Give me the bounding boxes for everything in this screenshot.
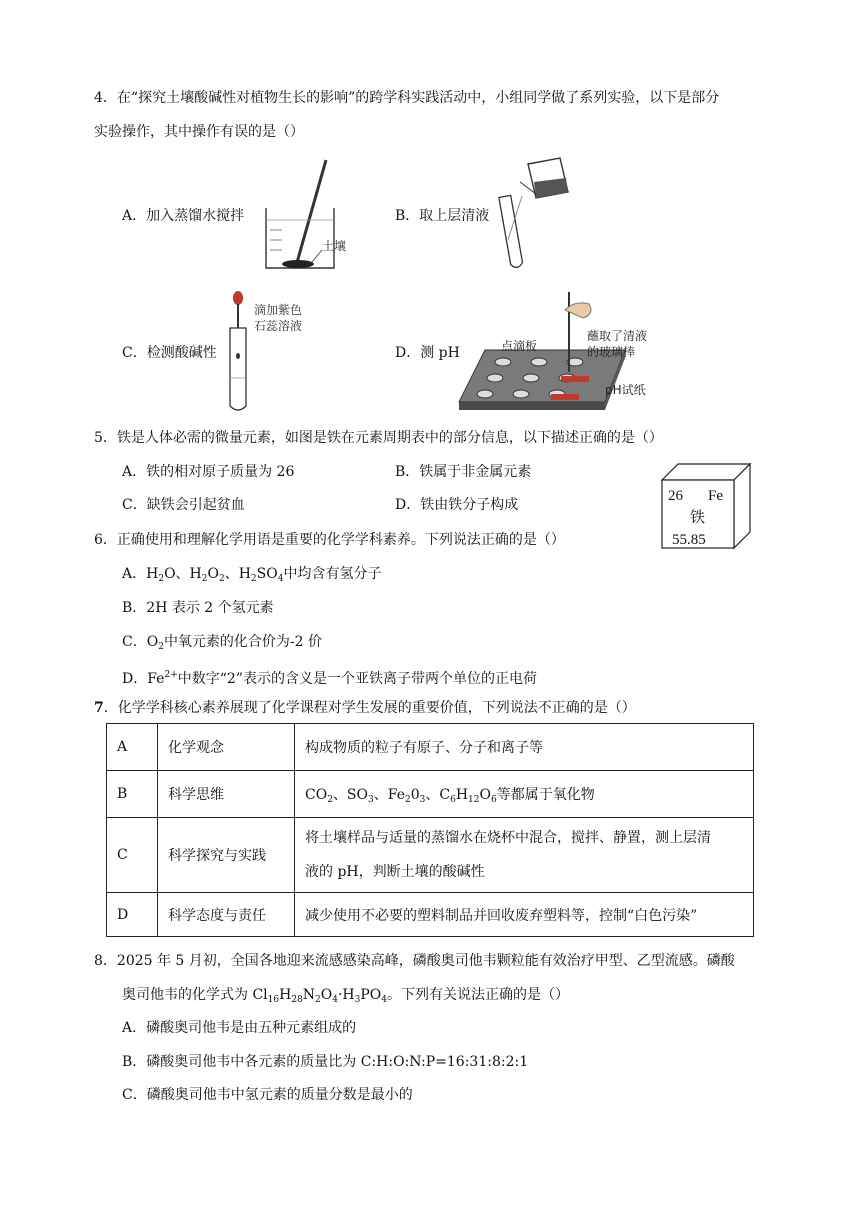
q7-table <box>106 723 754 937</box>
q5-option-c: C．缺铁会引起贫血 <box>122 497 245 513</box>
spot-plate-figure <box>455 290 665 418</box>
row-key: D <box>107 893 158 937</box>
row-key: B <box>107 771 158 818</box>
row-field: 科学态度与责任 <box>158 893 295 937</box>
row-content: $CO_2$、$SO_3$、$Fe_20_3$、$C_6H_{12}O_6$等都属于氧化物 <box>295 771 754 818</box>
q8-option-c: C．磷酸奥司他韦中氢元素的质量分数是最小的 <box>122 1087 413 1103</box>
row-content: 减少使用不必要的塑料制品并回收废弃塑料等，控制“白色污染” <box>295 893 754 937</box>
q6-text: 6．正确使用和理解化学用语是重要的化学学科素养。下列说法正确的是（） <box>94 532 565 548</box>
q7-text: 7．化学学科核心素养展现了化学课程对学生发展的重要价值，下列说法不正确的是（） <box>94 700 636 716</box>
q8-option-a: A．磷酸奥司他韦是由五种元素组成的 <box>122 1020 357 1036</box>
drop-label-line1: 滴加紫色 <box>254 303 303 317</box>
ph-paper-label: pH试纸 <box>605 383 646 397</box>
row-key: C <box>107 818 158 893</box>
element-number: 26 <box>668 488 683 504</box>
q6-option-b: B．2H 表示 2 个氢元素 <box>122 600 274 616</box>
q5-option-b: B．铁属于非金属元素 <box>395 464 532 480</box>
q5-option-a: A．铁的相对原子质量为 26 <box>122 464 295 480</box>
q6-option-c: C．$O_2$中氧元素的化合价为-2 价 <box>122 634 323 652</box>
beaker-stirring-figure <box>260 158 360 274</box>
rod-label-line2: 的玻璃棒 <box>587 345 636 359</box>
soil-label: 土壤 <box>322 239 347 253</box>
q5-option-d: D．铁由铁分子构成 <box>395 497 519 513</box>
q4-option-a: A．加入蒸馏水搅拌 <box>122 208 245 224</box>
element-cell-iron <box>658 460 754 552</box>
q4-text-line2: 实验操作，其中操作有误的是（） <box>94 124 304 140</box>
q4-option-b: B．取上层清液 <box>395 208 490 224</box>
row-field: 化学观念 <box>158 724 295 771</box>
element-mass: 55.85 <box>672 532 706 548</box>
q6-option-a: A．$H_2O$、$H_2O_2$、$H_2SO_4$中均含有氢分子 <box>122 566 382 584</box>
element-name: 铁 <box>690 508 706 526</box>
drop-label-line2: 石蕊溶液 <box>254 319 303 333</box>
dropper-figure <box>218 288 328 416</box>
row-content: 构成物质的粒子有原子、分子和离子等 <box>295 724 754 771</box>
row-field: 科学探究与实践 <box>158 818 295 893</box>
rod-label-line1: 蘸取了清液 <box>587 329 648 343</box>
table-row <box>107 893 754 937</box>
element-symbol: Fe <box>708 488 723 504</box>
spot-plate-label: 点滴板 <box>501 339 538 353</box>
table-row <box>107 771 754 818</box>
q4-option-c: C．检测酸碱性 <box>122 345 217 361</box>
row-key: A <box>107 724 158 771</box>
q8-text-line1: 8．2025 年 5 月初，全国各地迎来流感感染高峰，磷酸奥司他韦颗粒能有效治疗甲型、乙型流感。磷酸 <box>94 953 735 969</box>
q4-text-line1: 4．在“探究土壤酸碱性对植物生长的影响”的跨学科实践活动中，小组同学做了系列实验，以下是部分 <box>94 90 720 106</box>
row-field: 科学思维 <box>158 771 295 818</box>
q8-text-line2: 奥司他韦的化学式为 $Cl_{16}H_{28}N_2O_4\cdot H_3PO_4$。下列有关说法正确的是（） <box>122 987 570 1005</box>
q4-option-d: D．测 pH <box>395 345 460 361</box>
q8-option-b: B．磷酸奥司他韦中各元素的质量比为 C:H:O:N:P=16:31:8:2:1 <box>122 1054 529 1070</box>
pouring-figure <box>490 156 570 276</box>
table-row <box>107 724 754 771</box>
q6-option-d: D．$Fe^{2+}$中数字“2”表示的含义是一个亚铁离子带两个单位的正电荷 <box>122 670 537 687</box>
q5-text: 5．铁是人体必需的微量元素，如图是铁在元素周期表中的部分信息，以下描述正确的是（） <box>94 430 663 446</box>
table-row <box>107 818 754 893</box>
row-content: 将土壤样品与适量的蒸馏水在烧杯中混合，搅拌、静置，测上层清 液的 pH，判断土壤的酸碱性 <box>295 818 754 893</box>
